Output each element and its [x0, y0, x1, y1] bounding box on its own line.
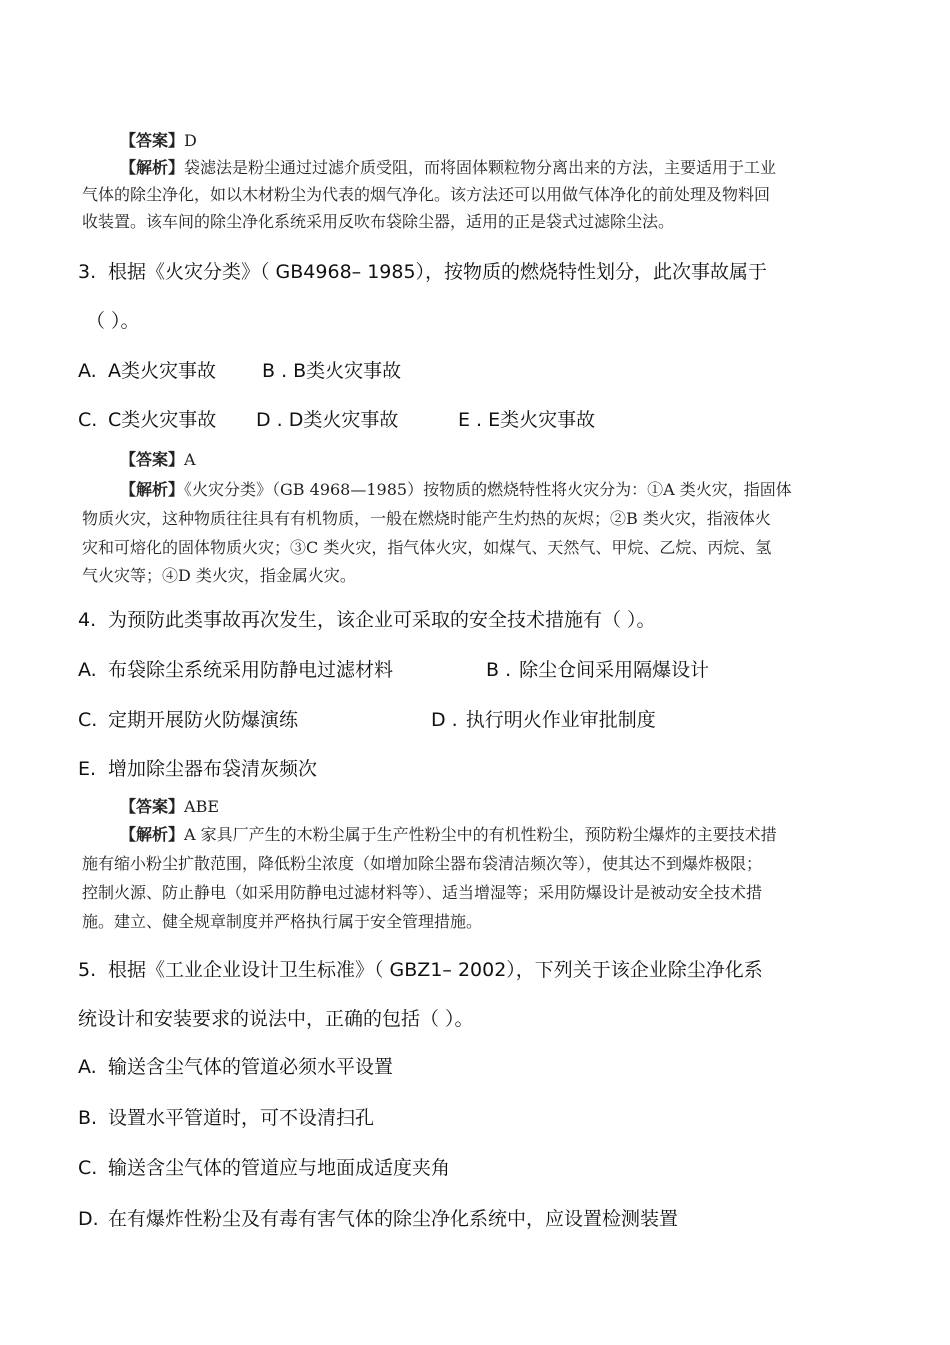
- q3-option-e: [458, 405, 595, 432]
- q3-analysis-line-1: [120, 477, 792, 500]
- q5-option-b: [78, 1103, 374, 1130]
- q4-option-e: [78, 754, 317, 781]
- q3-analysis-line-3: 灾和可熔化的固体物质火灾；③C 类火灾，指气体火灾，如煤气、天然气、甲烷、乙烷、丙烷、氢: [82, 538, 772, 557]
- analysis-label: 【解析】: [120, 480, 185, 499]
- analysis-text: A 家具厂产生的木粉尘属于生产性粉尘中的有机性粉尘，预防粉尘爆炸的主要技术措: [184, 825, 777, 844]
- q5-number: 5.: [78, 959, 97, 981]
- q4-analysis-line-3: 控制火源、防止静电（如采用防静电过滤材料等）、适当增湿等；采用防爆设计是被动安全技术措: [82, 883, 763, 902]
- option-key: C.: [78, 1157, 98, 1179]
- q2-analysis-line-1: [120, 155, 776, 178]
- q4-option-b: [486, 655, 709, 682]
- answer-value: D: [184, 131, 197, 150]
- option-text: C类火灾事故: [108, 409, 217, 431]
- q4-stem: [78, 605, 656, 632]
- q3-analysis-line-4: 气火灾等；④D 类火灾，指金属火灾。: [82, 566, 356, 585]
- q3-option-b: [262, 356, 401, 383]
- q5-option-d: [78, 1204, 678, 1231]
- option-key: C.: [78, 709, 98, 731]
- option-text: 执行明火作业审批制度: [465, 709, 656, 731]
- analysis-text: 袋滤法是粉尘通过过滤介质受阻，而将固体颗粒物分离出来的方法，主要适用于工业: [184, 158, 777, 177]
- q5-option-c: [78, 1153, 450, 1180]
- option-key: A.: [78, 659, 97, 681]
- q4-option-d: [431, 705, 656, 732]
- q3-stem: 根据《火灾分类》（ GB4968– 1985），按物质的燃烧特性划分，此次事故属于: [108, 261, 768, 283]
- option-text: 输送含尘气体的管道必须水平设置: [108, 1056, 394, 1078]
- q2-answer: [120, 128, 197, 151]
- option-key: C.: [78, 409, 98, 431]
- answer-label: 【答案】: [120, 797, 185, 816]
- option-text: E类火灾事故: [488, 409, 596, 431]
- q5-option-a: [78, 1052, 393, 1079]
- option-text: B类火灾事故: [293, 360, 402, 382]
- q4-answer: [120, 794, 219, 817]
- answer-value: ABE: [184, 797, 220, 816]
- q4-option-c: [78, 705, 298, 732]
- option-text: 增加除尘器布袋清灰频次: [108, 758, 318, 780]
- q4-option-a: [78, 655, 393, 682]
- answer-value: A: [184, 450, 196, 469]
- q2-analysis-line-3: 收装置。该车间的除尘净化系统采用反吹布袋除尘器，适用的正是袋式过滤除尘法。: [82, 212, 675, 231]
- answer-label: 【答案】: [120, 450, 185, 469]
- q5-stem: 根据《工业企业设计卫生标准》（ GBZ1– 2002），下列关于该企业除尘净化系: [108, 959, 763, 981]
- option-text: 布袋除尘系统采用防静电过滤材料: [108, 659, 394, 681]
- option-key: B .: [486, 659, 512, 681]
- q3-option-a: [78, 356, 216, 383]
- q4-analysis-line-4: 施。建立、健全规章制度并严格执行属于安全管理措施。: [82, 912, 483, 931]
- option-key: E.: [78, 758, 97, 780]
- option-key: E .: [458, 409, 483, 431]
- q4-stem-text: 为预防此类事故再次发生，该企业可采取的安全技术措施有（ ）。: [108, 609, 656, 631]
- option-key: B.: [78, 1107, 98, 1129]
- option-key: A.: [78, 1056, 97, 1078]
- q3-number: 3.: [78, 261, 97, 283]
- q3-option-c: [78, 405, 216, 432]
- q5-stem-line-2: 统设计和安装要求的说法中，正确的包括（ ）。: [78, 1008, 474, 1030]
- option-text: A类火灾事故: [108, 360, 216, 382]
- option-text: 在有爆炸性粉尘及有毒有害气体的除尘净化系统中，应设置检测装置: [108, 1208, 679, 1230]
- option-key: B .: [262, 360, 288, 382]
- q3-option-d: [256, 405, 398, 432]
- q4-number: 4.: [78, 609, 97, 631]
- option-text: 除尘仓间采用隔爆设计: [519, 659, 710, 681]
- option-key: D .: [256, 409, 283, 431]
- option-text: D类火灾事故: [288, 409, 399, 431]
- option-text: 输送含尘气体的管道应与地面成适度夹角: [108, 1157, 451, 1179]
- q4-analysis-line-2: 施有缩小粉尘扩散范围，降低粉尘浓度（如增加除尘器布袋清洁频次等），使其达不到爆炸极限；: [82, 854, 763, 873]
- option-text: 定期开展防火防爆演练: [108, 709, 299, 731]
- option-key: A.: [78, 360, 97, 382]
- q3-stem-line-1: [78, 257, 767, 284]
- analysis-label: 【解析】: [120, 158, 185, 177]
- q4-analysis-line-1: [120, 822, 777, 845]
- option-text: 设置水平管道时，可不设清扫孔: [108, 1107, 375, 1129]
- option-key: D .: [431, 709, 458, 731]
- option-key: D.: [78, 1208, 99, 1230]
- q5-stem-line-1: [78, 955, 763, 982]
- q3-answer: [120, 447, 196, 470]
- q3-stem-line-2: （ ）。: [86, 310, 140, 332]
- q2-analysis-line-2: 气体的除尘净化，如以木材粉尘为代表的烟气净化。该方法还可以用做气体净化的前处理及物料回: [82, 185, 771, 204]
- analysis-label: 【解析】: [120, 825, 185, 844]
- q3-analysis-line-2: 物质火灾，这种物质往往具有有机物质，一般在燃烧时能产生灼热的灰烬；②B 类火灾，指液体火: [82, 509, 771, 528]
- analysis-text: 《火灾分类》（GB 4968—1985）按物质的燃烧特性将火灾分为：①A 类火灾，指固体: [184, 480, 792, 499]
- answer-label: 【答案】: [120, 131, 185, 150]
